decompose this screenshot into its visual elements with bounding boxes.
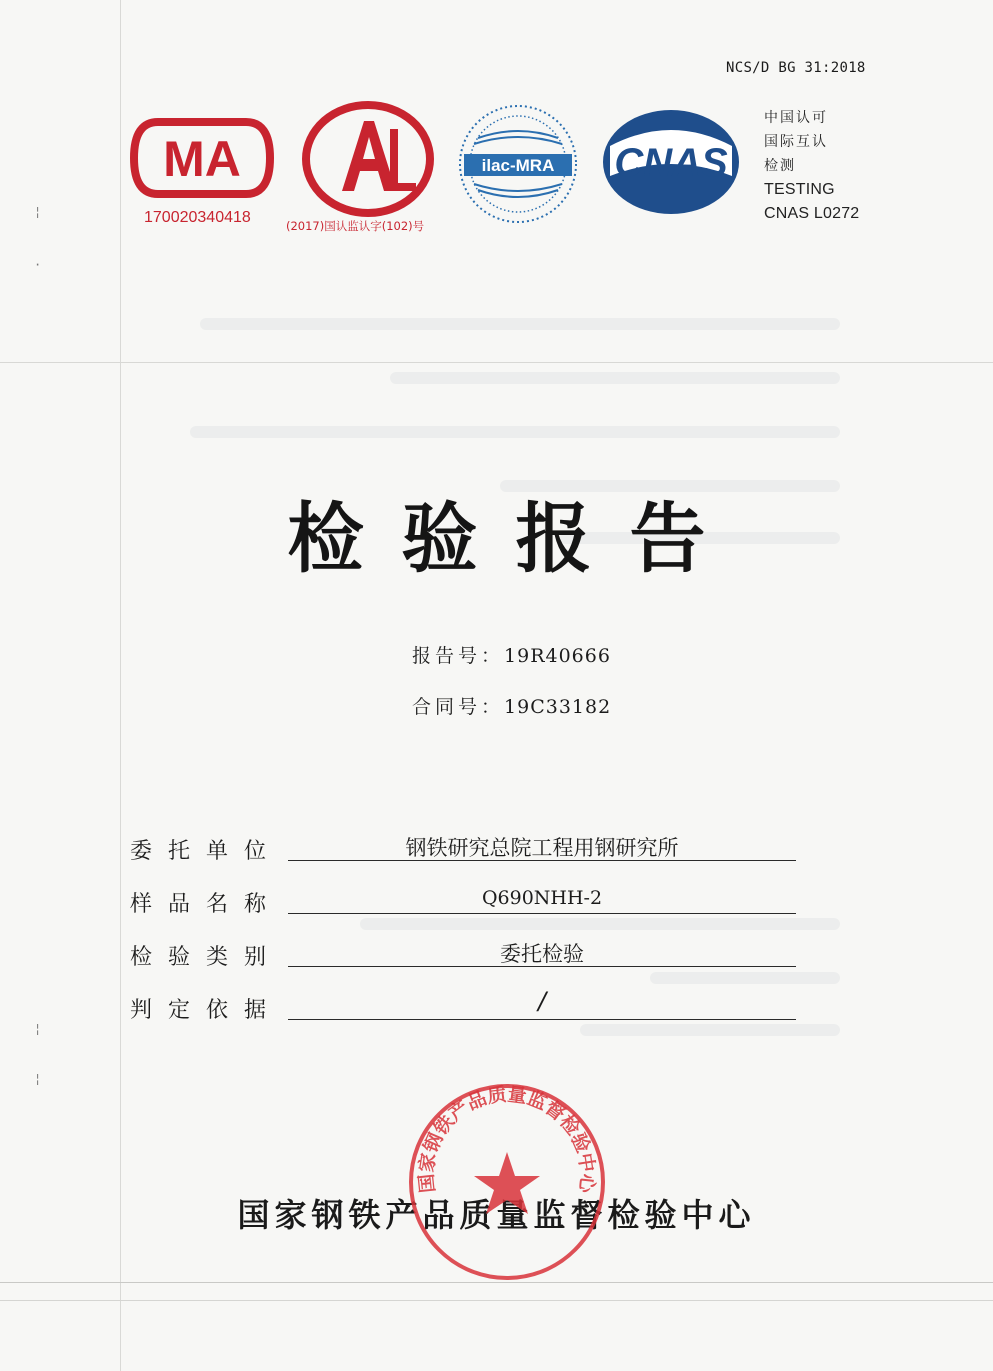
cnas-caption [764, 106, 859, 226]
scan-edge [0, 362, 993, 363]
ilac-mra-logo-icon [456, 100, 580, 228]
cnas-caption-line: TESTING [764, 181, 835, 198]
field-sample-name [130, 879, 810, 932]
field-label: 检验类别 [130, 945, 283, 970]
report-number [412, 641, 611, 668]
cal-caption: (2017)国认监认字(102)号 [286, 219, 425, 233]
cma-number: 170020340418 [144, 209, 251, 226]
field-inspection-type [130, 932, 810, 985]
cnas-caption-line: 国际互认 [764, 134, 828, 150]
report-number-value: 19R40666 [504, 645, 611, 667]
cnas-logo-text: CNAS [614, 141, 728, 185]
bleed-through-mark [390, 372, 840, 384]
issuing-center-name: 国家钢铁产品质量监督检验中心 [237, 1196, 756, 1234]
ilac-logo-text: ilac-MRA [481, 156, 555, 175]
cma-logo-text: MA [163, 131, 241, 187]
field-underline [288, 966, 796, 967]
field-label: 判定依据 [130, 998, 283, 1023]
bleed-through-mark [200, 318, 840, 330]
cma-logo-icon [128, 116, 276, 200]
contract-number [412, 692, 611, 719]
field-value: Q690NHH-2 [481, 887, 603, 909]
bleed-through-mark [190, 426, 840, 438]
cnas-caption-line: CNAS L0272 [764, 205, 860, 222]
cnas-caption-line: 中国认可 [764, 110, 828, 126]
cnas-logo-icon [598, 106, 744, 218]
cnas-caption-line: 检测 [764, 158, 796, 174]
document-code: NCS/D BG 31:2018 [726, 60, 866, 76]
field-value: / [537, 987, 547, 1015]
scan-edge [120, 0, 121, 1371]
field-label: 样品名称 [130, 892, 283, 917]
contract-number-label: 合同号： [412, 696, 505, 718]
field-value: 钢铁研究总院工程用钢研究所 [405, 836, 679, 860]
contract-number-value: 19C33182 [504, 696, 612, 718]
report-number-label: 报告号： [412, 645, 505, 667]
field-client [130, 826, 810, 879]
field-label: 委托单位 [130, 839, 283, 864]
field-underline [288, 1019, 796, 1020]
footer-rule [0, 1282, 993, 1283]
field-value: 委托检验 [500, 942, 584, 966]
field-judgement-basis [130, 985, 810, 1038]
field-underline [288, 860, 796, 861]
cal-logo-icon [298, 99, 438, 219]
binding-mark: · [34, 258, 42, 272]
footer-rule [0, 1300, 993, 1301]
official-seal-icon [405, 1080, 609, 1284]
binding-mark: ¦ [34, 205, 42, 219]
binding-mark: ¦ [34, 1072, 42, 1086]
binding-mark: ¦ [34, 1022, 42, 1036]
field-underline [288, 913, 796, 914]
seal-text: 国家钢铁产品质量监督检验中心 [415, 1083, 599, 1194]
report-fields [130, 826, 810, 1038]
report-title: 检验报告 [287, 494, 744, 583]
